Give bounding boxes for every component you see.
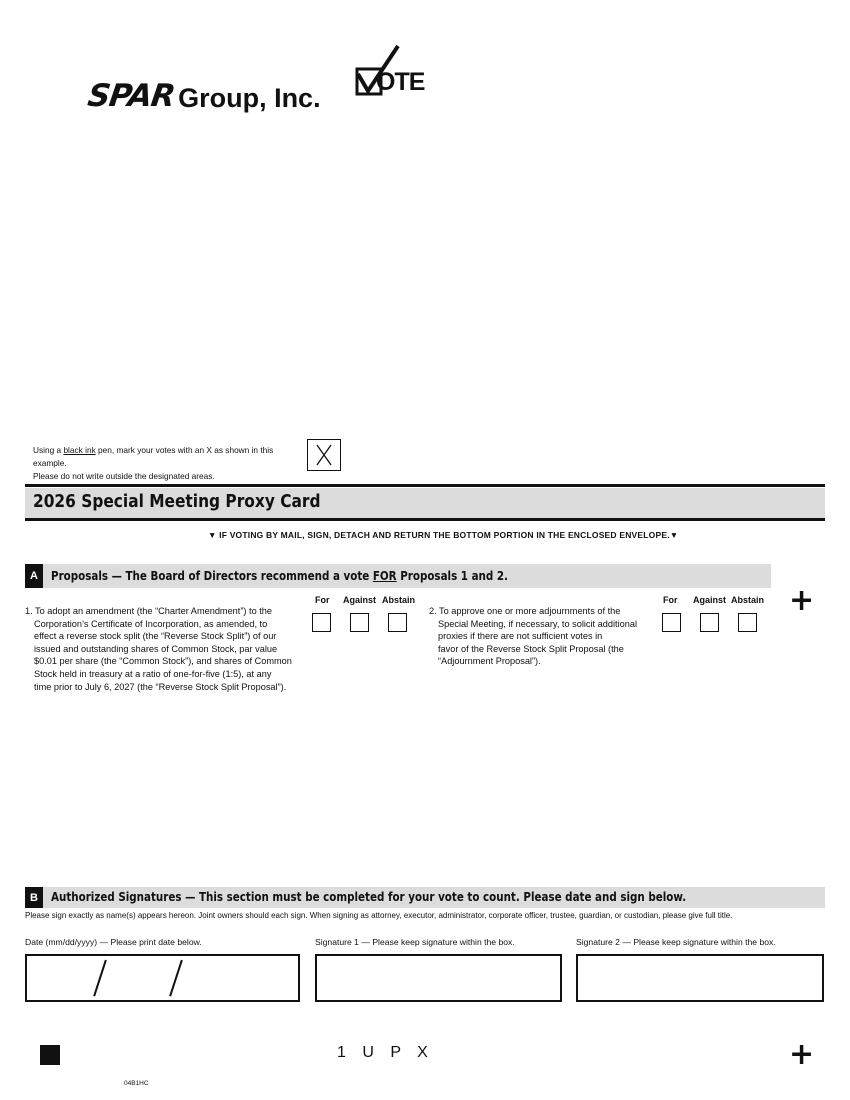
proposal-line: 2. To approve one or more adjournments of the	[429, 606, 621, 616]
instructions-text: pen, mark your votes with an X as shown in this example.	[33, 445, 274, 468]
p2-against-checkbox[interactable]	[700, 613, 719, 632]
signature-1-label: Signature 1 — Please keep signature within the box.	[315, 937, 515, 947]
proposal-1-text	[25, 605, 305, 693]
proposal-line: “Adjournment Proposal”).	[438, 656, 541, 667]
p2-abstain-checkbox[interactable]	[738, 613, 757, 632]
registration-square	[40, 1045, 60, 1065]
p2-for-checkbox[interactable]	[662, 613, 681, 632]
section-b-title: Authorized Signatures — This section must be completed for your vote to count. Please date and sign below.	[51, 890, 687, 904]
proposal-line: Corporation’s Certificate of Incorporation, as amended, to	[34, 618, 268, 629]
date-label: Date (mm/dd/yyyy) — Please print date below.	[25, 937, 202, 947]
signature-2-label: Signature 2 — Please keep signature within the box.	[576, 937, 776, 947]
proposal-line: proxies if there are not sufficient votes in	[438, 631, 603, 642]
section-a-title-text: Proposals — The Board of Directors recommend a vote	[51, 569, 373, 583]
marking-instructions	[33, 444, 308, 483]
section-a-letter: A	[25, 564, 43, 588]
proposal-line: effect a reverse stock split (the “Reverse Stock Split”) of our	[34, 631, 277, 642]
signature-1-field[interactable]	[315, 954, 562, 1002]
p1-abstain-checkbox[interactable]	[388, 613, 407, 632]
date-separator	[93, 960, 106, 997]
proposal-2-text	[429, 605, 654, 668]
section-a-title	[51, 569, 508, 583]
form-small-code: 04B1HC	[124, 1080, 149, 1087]
form-code: 1 U P X	[337, 1044, 434, 1061]
date-field[interactable]	[25, 954, 300, 1002]
registration-plus-top: +	[789, 583, 815, 618]
company-logo	[85, 72, 321, 114]
p1-against-header: Against	[343, 595, 377, 605]
p2-for-header: For	[663, 595, 678, 605]
proposal-line: Stock held in treasury at a ratio of one-for-five (1:5), at any	[34, 668, 272, 679]
p1-against-checkbox[interactable]	[350, 613, 369, 632]
header-bottom-rule	[25, 518, 825, 521]
proposal-line: 1. To adopt an amendment (the “Charter Amendment”) to the	[25, 606, 273, 616]
p1-for-header: For	[315, 595, 330, 605]
p2-abstain-header: Abstain	[731, 595, 765, 605]
card-title: 2026 Special Meeting Proxy Card	[33, 492, 321, 512]
proposal-line: $0.01 per share (the “Common Stock”), and shares of Common	[34, 656, 292, 667]
black-ink-text: black ink	[63, 445, 96, 455]
logo-company-suffix: Group, Inc.	[178, 82, 321, 113]
signature-2-field[interactable]	[576, 954, 824, 1002]
section-a-title-text: Proposals 1 and 2.	[396, 569, 508, 583]
x-mark-icon	[308, 440, 340, 470]
for-emphasis: FOR	[372, 569, 397, 583]
date-separator	[169, 960, 182, 997]
vote-logo-text: OTE	[376, 68, 425, 96]
detach-notice: ▼ IF VOTING BY MAIL, SIGN, DETACH AND RETURN THE BOTTOM PORTION IN THE ENCLOSED ENVELOPE.▼	[208, 530, 679, 540]
section-b-letter: B	[25, 887, 43, 908]
logo-brand: SPAR	[85, 78, 177, 114]
instructions-text: Using a	[33, 445, 64, 455]
registration-plus-bottom: +	[789, 1037, 815, 1072]
vote-logo	[352, 44, 436, 100]
proposal-line: time prior to July 6, 2027 (the “Reverse Stock Split Proposal”).	[34, 681, 287, 692]
header-top-rule	[25, 484, 825, 487]
p2-against-header: Against	[693, 595, 727, 605]
instructions-line2: Please do not write outside the designated areas.	[33, 471, 215, 481]
p1-abstain-header: Abstain	[382, 595, 416, 605]
proposal-line: issued and outstanding shares of Common Stock, par value	[34, 643, 278, 654]
p1-for-checkbox[interactable]	[312, 613, 331, 632]
proposal-line: Special Meeting, if necessary, to solicit additional	[438, 618, 637, 629]
example-mark-box	[307, 439, 341, 471]
signing-note: Please sign exactly as name(s) appears hereon. Joint owners should each sign. When signing as attorney, executor, administrator, corporate officer, trustee, guardian, or custodian, please give full title.	[25, 910, 733, 920]
proposal-line: favor of the Reverse Stock Split Proposal (the	[438, 643, 624, 654]
